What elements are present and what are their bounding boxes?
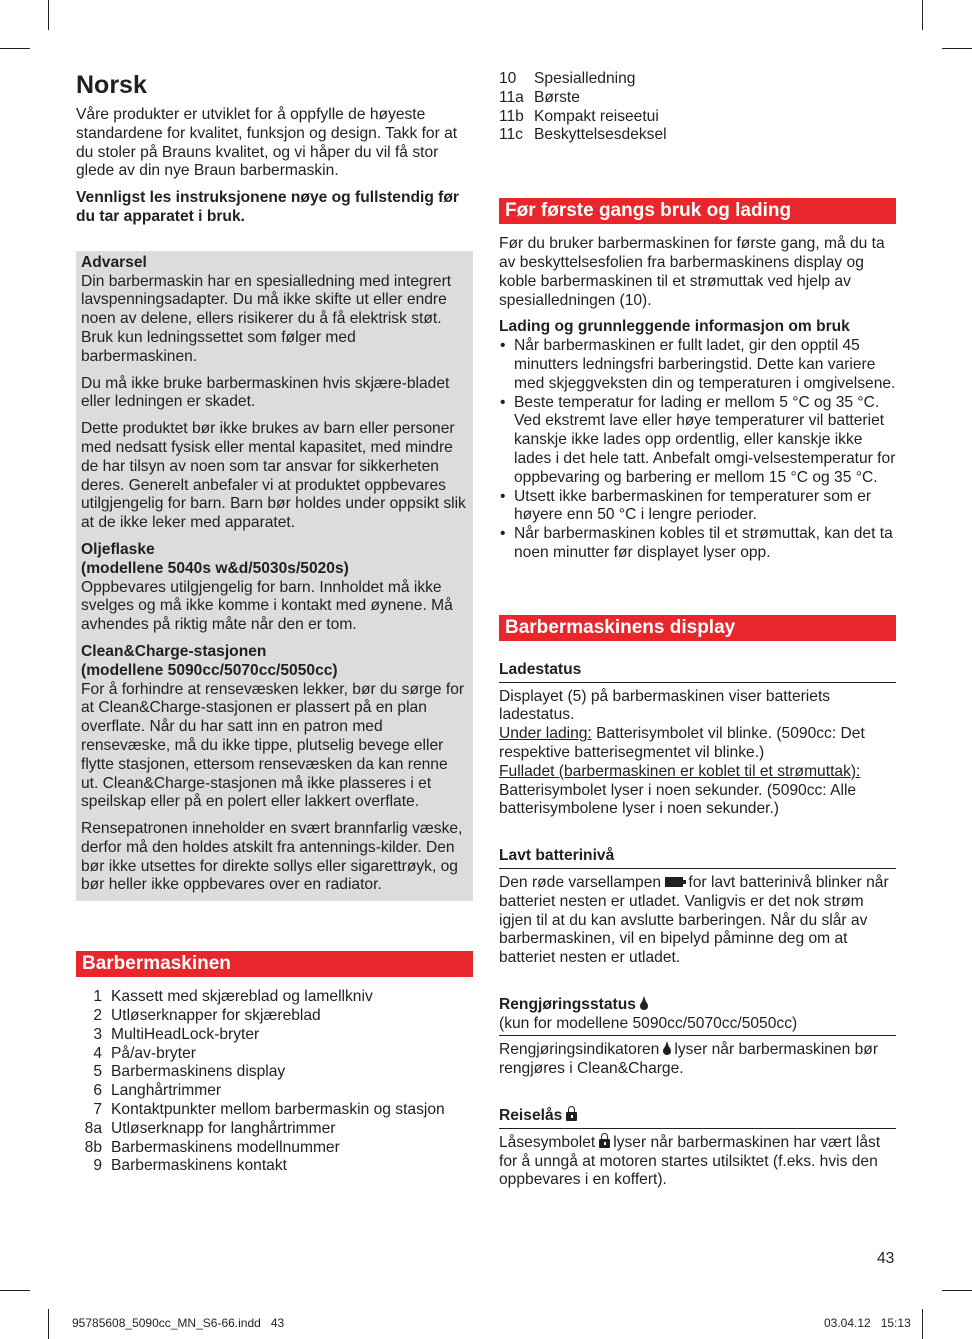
drop-icon — [663, 1046, 671, 1055]
lock-icon — [566, 1112, 577, 1121]
lock-icon — [599, 1139, 610, 1148]
crop-mark — [942, 48, 972, 49]
station-heading: Clean&Charge-stasjonen — [81, 642, 267, 660]
list-item: 7 Kontaktpunkter mellom barbermaskin og stasjon — [93, 1101, 445, 1119]
warning-heading: Advarsel — [81, 253, 147, 271]
shaver-section-heading: Barbermaskinen — [76, 951, 473, 977]
list-item: 11c Beskyttelsesdeksel — [499, 126, 667, 144]
cartridge-text: Rensepatronen inneholder en svært brannfarlig væske, derfor må den holdes atskilt fra antennings-kilder. Den bør ikke utsettes for direkte sollys eller sigarettrøyk, og bør heller ikke oppbevares over en radiator. — [81, 820, 463, 894]
oil-models: (modellene 5040s w&d/5030s/5020s) — [81, 559, 349, 577]
display-section-heading: Barbermaskinens display — [499, 615, 896, 641]
page-title: Norsk — [76, 71, 147, 99]
fully-charged-text: Fulladet (barbermaskinen er koblet til et strømuttak): Batterisymbolet lyser i noen sekunder. (5090cc: Alle batterisymbolene lyser i noen sekunder.) — [499, 762, 861, 818]
cleaning-status-heading: Rengjøringsstatus — [499, 996, 896, 1015]
crop-mark — [922, 1309, 923, 1339]
list-item: 4 På/av-bryter — [93, 1044, 196, 1062]
crop-mark — [0, 48, 30, 49]
list-item: • Utsett ikke barbermaskinen for temperaturer som er høyere enn 50 °C i lengre perioder. — [499, 488, 896, 526]
crop-mark — [48, 0, 49, 30]
charging-subheading: Lading og grunnleggende informasjon om bruk — [499, 318, 850, 336]
footer-file: 95785608_5090cc_MN_S6-66.indd 43 — [72, 1316, 285, 1330]
parts-list — [76, 988, 445, 1176]
crop-mark — [48, 1309, 49, 1339]
low-battery-heading: Lavt batterinivå — [499, 847, 896, 869]
first-use-section-heading: Før første gangs bruk og lading — [499, 198, 896, 224]
crop-mark — [922, 0, 923, 30]
drop-icon — [640, 1001, 648, 1010]
list-item: 6 Langhårtrimmer — [93, 1082, 222, 1100]
warning-paragraph-2: Du må ikke bruke barbermaskinen hvis skjære-bladet eller ledningen er skadet. — [81, 374, 450, 411]
list-item: 9 Barbermaskinens kontakt — [93, 1157, 287, 1175]
list-item: 8b Barbermaskinens modellnummer — [84, 1138, 340, 1156]
left-column — [76, 70, 473, 1176]
list-item: 8a Utløserknapp for langhårtrimmer — [84, 1119, 336, 1137]
list-item: 11b Kompakt reiseetui — [499, 107, 659, 125]
under-charging-label: Under lading: — [499, 725, 592, 743]
list-item: • Når barbermaskinen kobles til et strømuttak, kan det ta noen minutter før displayet lyser opp. — [499, 525, 896, 563]
cleaning-status-models: (kun for modellene 5090cc/5070cc/5050cc) — [499, 1015, 896, 1037]
travel-lock-text: Låsesymbolet lyser når barbermaskinen har vært låst for å unngå at motoren startes utilsiktet (f.eks. hvis den oppbevares i en koffert). — [499, 1133, 881, 1189]
oil-heading: Oljeflaske — [81, 540, 155, 558]
low-battery-text: Den røde varsellampen for lavt batterinivå blinker når batteriet nesten er utladet. Vanligvis er det nok strøm igjen til at du kan avslutte barberingen. Når du slår av barbermaskinen, vil en bipelyd påminne deg om at batteriet nesten er utladet. — [499, 873, 889, 967]
list-item: 5 Barbermaskinens display — [93, 1063, 286, 1081]
charging-bullet-list — [499, 337, 896, 563]
parts-list-continued — [499, 70, 667, 145]
crop-mark — [942, 1290, 972, 1291]
crop-mark — [0, 1290, 30, 1291]
right-column — [499, 70, 896, 1190]
first-use-text: Før du bruker barbermaskinen for første gang, må du ta av beskyttelsesfolien fra barbermaskinens display og koble barbermaskinen til et strømuttak ved hjelp av spesialledningen (10). — [499, 235, 885, 309]
travel-lock-heading: Reiselås — [499, 1107, 896, 1129]
station-text: For å forhindre at rensevæsken lekker, bør du sørge for at Clean&Charge-stasjonen er plassert på en plan overflate. Når du har satt inn en patron med rensevæske, må du ikke tippe, plutselig bevege eller flytte stasjonen, ettersom rensevæsken da kan renne ut. Clean&Charge-stasjonen må ikke plasseres i et speilskap eller på en polert eller lakkert overflate. — [81, 680, 465, 811]
warning-paragraph-3: Dette produktet bør ikke brukes av barn eller personer med nedsatt fysisk eller mental kapasitet, med mindre de har tilsyn av noen som tar ansvar for sikkerheten deres. Generelt anbefaler vi at produktet oppbevares utilgjengelig for barn. Barn bør holdes under oppsikt slik at de ikke leker med apparatet. — [81, 420, 466, 532]
cleaning-status-text: Rengjøringsindikatoren lyser når barbermaskinen bør rengjøres i Clean&Charge. — [499, 1041, 879, 1078]
list-item: 2 Utløserknapper for skjæreblad — [93, 1007, 321, 1025]
list-item: 10 Spesialledning — [499, 70, 636, 87]
page-number: 43 — [877, 1250, 895, 1267]
fully-charged-label: Fulladet (barbermaskinen er koblet til et strømuttak): — [499, 762, 861, 780]
warning-paragraph-1: Din barbermaskin har en spesialledning med integrert lavspenningsadapter. Du må ikke skifte ut eller endre noen av delene, ellers risikerer du å få elektrisk støt. Bruk kun ledningssettet som følger med barbermaskinen. — [81, 272, 452, 365]
footer-date: 03.04.12 15:13 — [824, 1316, 911, 1330]
list-item: • Når barbermaskinen er fullt ladet, gir den opptil 45 minutters ledningsfri barberingstid. Dette kan variere med skjeggveksten din og temperaturen i omgivelsene. — [499, 337, 896, 393]
list-item: 3 MultiHeadLock-bryter — [93, 1025, 260, 1043]
station-models: (modellene 5090cc/5070cc/5050cc) — [81, 661, 338, 679]
charge-status-heading: Ladestatus — [499, 661, 896, 683]
warning-box — [76, 251, 473, 902]
battery-icon — [665, 877, 683, 887]
list-item: 1 Kassett med skjæreblad og lamellkniv — [93, 988, 373, 1006]
under-charging-text: Under lading: Batterisymbolet vil blinke. (5090cc: Det respektive batterisegmentet vil blinke.) — [499, 725, 865, 761]
oil-text: Oppbevares utilgjengelig for barn. Innholdet må ikke svelges og må ikke komme i kontakt med øynene. Må avhendes på riktig måte når den er tom. — [81, 578, 453, 634]
list-item: • Beste temperatur for lading er mellom 5 °C og 35 °C. Ved ekstremt lave eller høye temperaturer vil batteriet kanskje ikke lades opp ordentlig, eller kanskje ikke lades i det hele tatt. Anbefalt omgi-velsestemperatur for oppbevaring og barbering er mellom 15 °C og 35 °C. — [499, 394, 896, 488]
list-item: 11a Børste — [499, 88, 580, 106]
intro-text: Våre produkter er utviklet for å oppfylle de høyeste standardene for kvalitet, funksjon og design. Takk for at du stoler på Brauns kvalitet, og vi håper du vil få stor glede av din nye Braun barbermaskin. — [76, 106, 458, 180]
charge-status-text: Displayet (5) på barbermaskinen viser batteriets ladestatus. — [499, 687, 831, 724]
instruction-text: Vennligst les instruksjonene nøye og fullstendig før du tar apparatet i bruk. — [76, 189, 459, 225]
